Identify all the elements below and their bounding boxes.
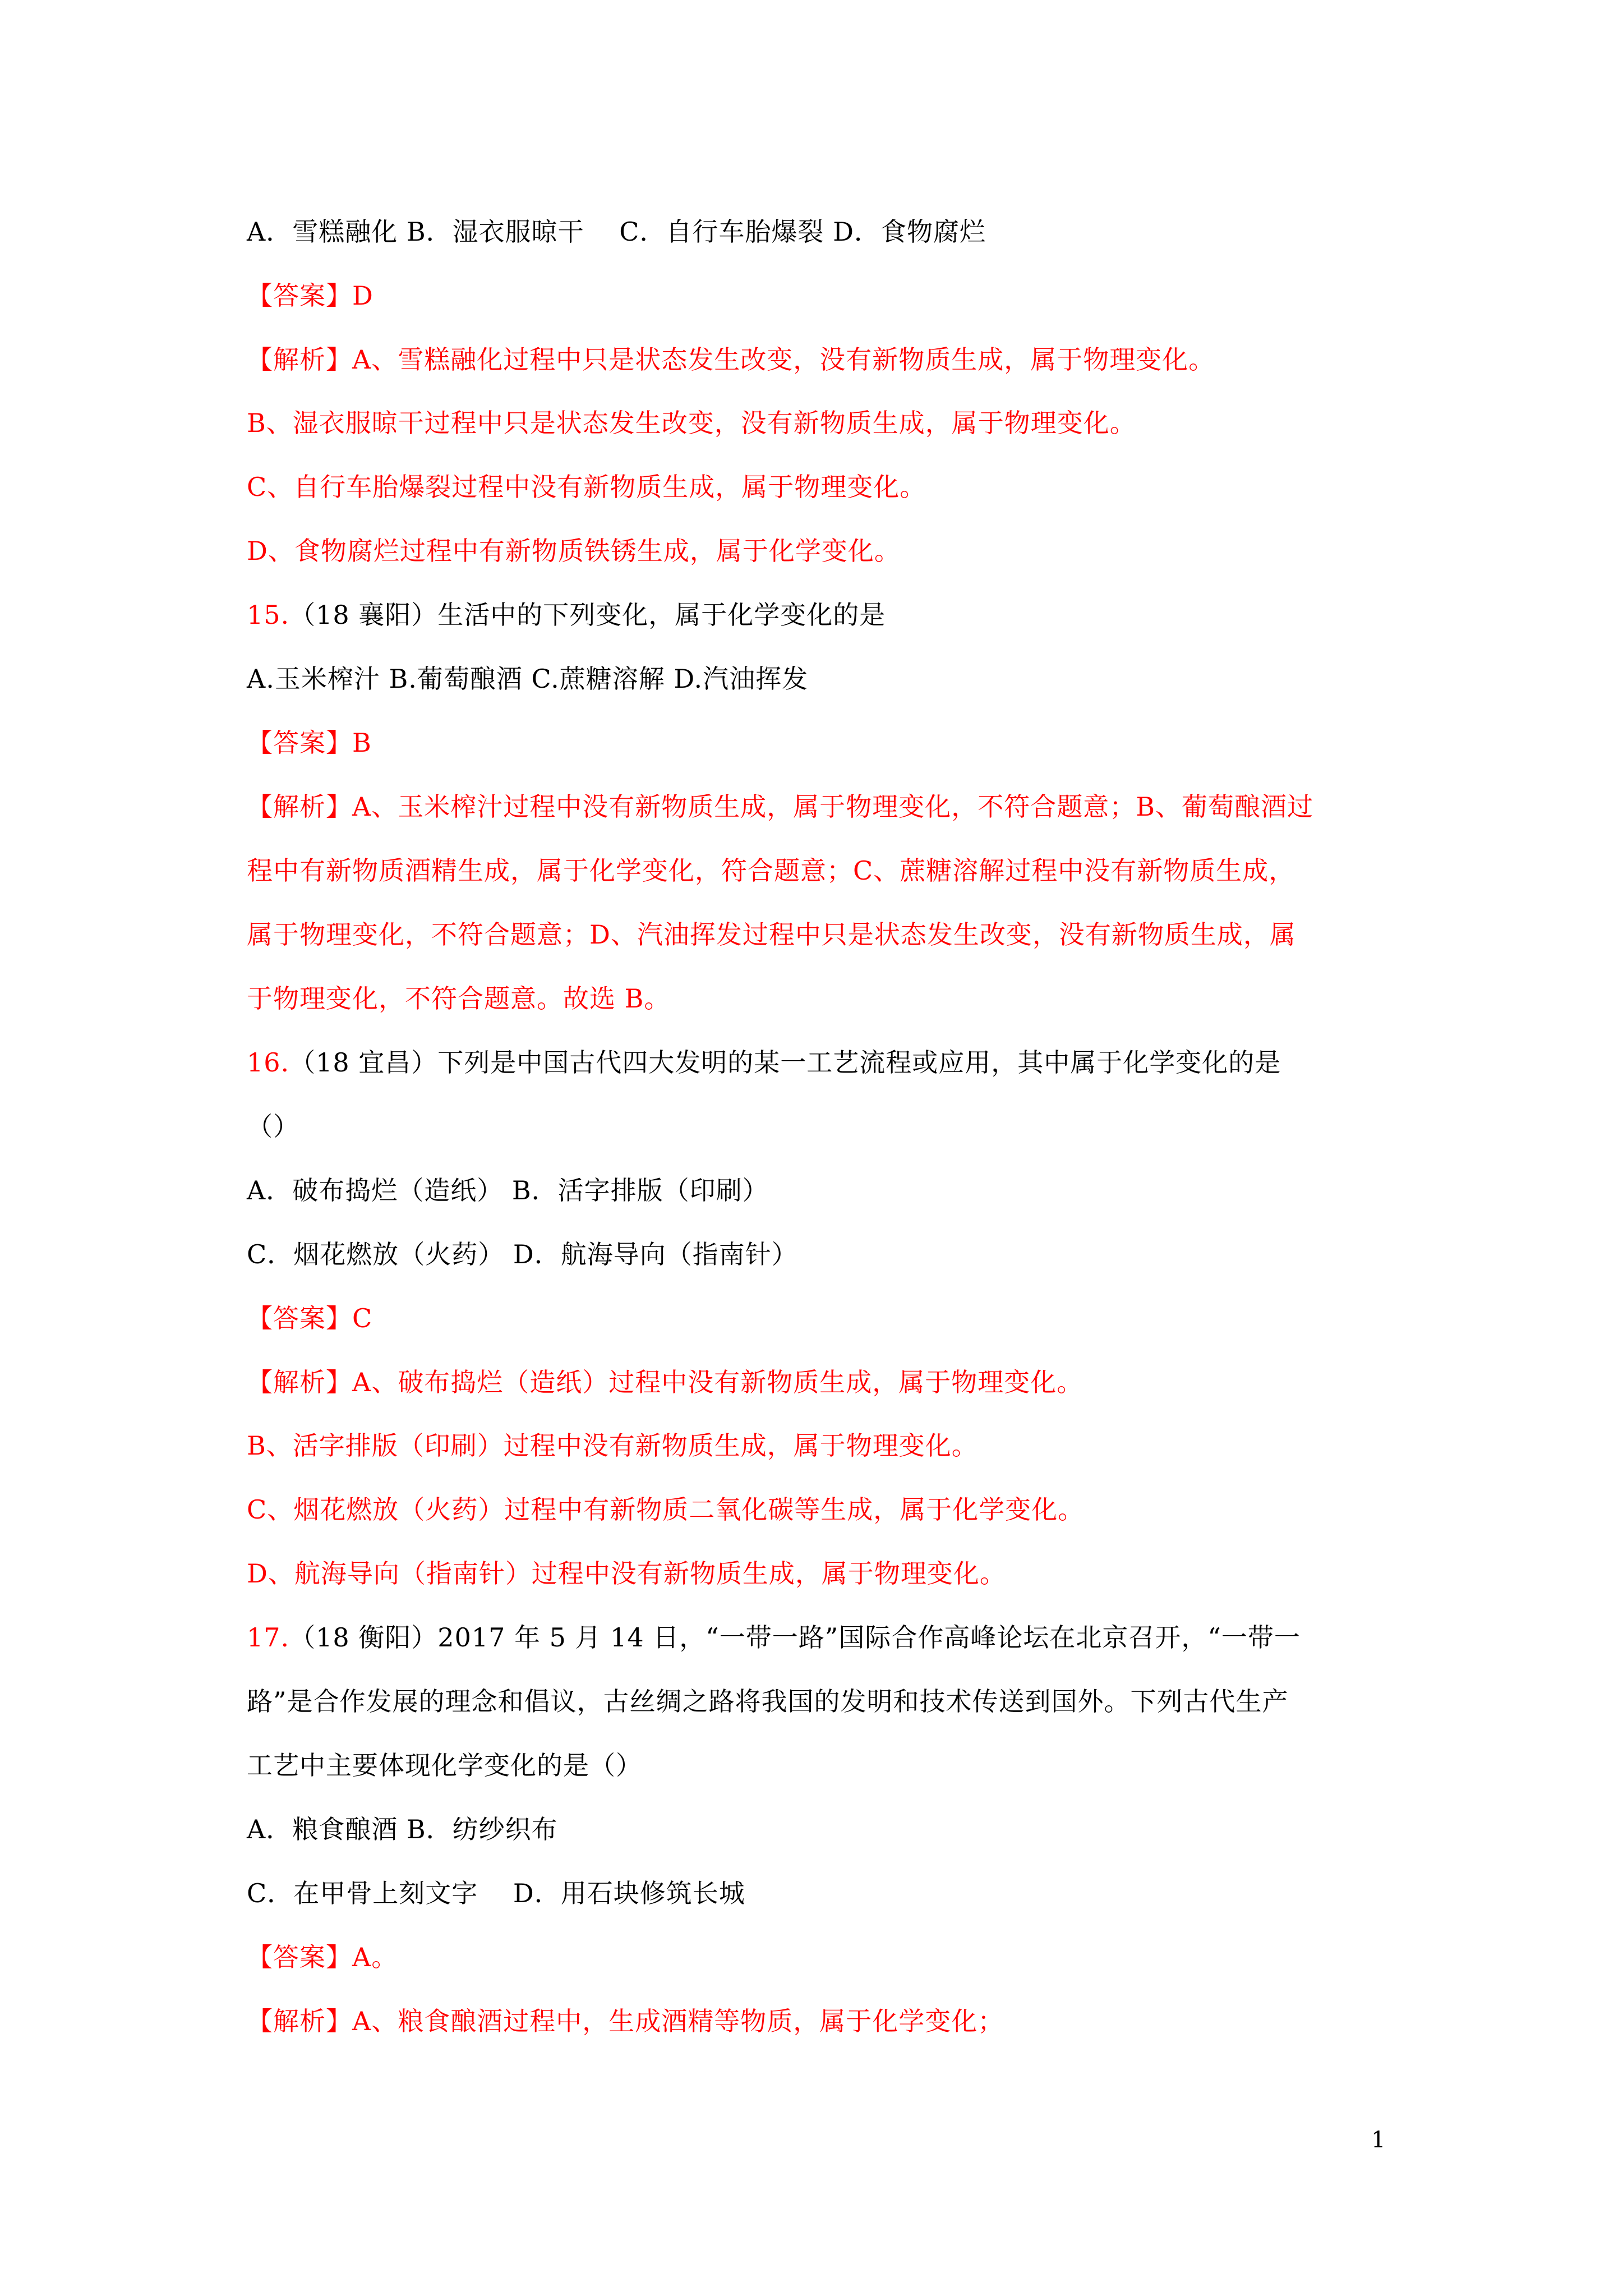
analysis-tag: 【解析】 xyxy=(247,344,352,375)
analysis-tag: 【解析】 xyxy=(247,792,352,822)
q16-stem-continued: （） xyxy=(247,1111,299,1142)
q17-analysis-line xyxy=(247,2004,1391,2038)
q15-analysis-line xyxy=(247,790,1391,823)
q16-options: A．破布捣烂（造纸） B．活字排版（印刷） xyxy=(247,1175,769,1205)
q16-stem xyxy=(247,1046,1391,1079)
q16-options: C．烟花燃放（火药） D．航海导向（指南针） xyxy=(247,1239,798,1269)
answer-tag: 【答案】 xyxy=(247,1942,352,1972)
q15-options: A.玉米榨汁 B.葡萄酿酒 C.蔗糖溶解 D.汽油挥发 xyxy=(247,664,809,694)
q16-analysis-line: B、活字排版（印刷）过程中没有新物质生成，属于物理变化。 xyxy=(247,1430,978,1461)
answer-value: B xyxy=(352,728,372,758)
question-stem: （18 宜昌）下列是中国古代四大发明的某一工艺流程或应用，其中属于化学变化的是 xyxy=(289,1047,1281,1078)
q14-analysis-line: B、湿衣服晾干过程中只是状态发生改变，没有新物质生成，属于物理变化。 xyxy=(247,408,1136,438)
page-number: 1 xyxy=(1371,2127,1386,2153)
q17-options: A．粮食酿酒 B．纺纱织布 xyxy=(247,1814,558,1844)
q16-answer xyxy=(247,1301,1391,1335)
q15-analysis-line: 于物理变化，不符合题意。故选 B。 xyxy=(247,983,671,1014)
answer-value: D xyxy=(352,280,374,311)
q15-answer xyxy=(247,726,1391,760)
analysis-text: A、粮食酿酒过程中，生成酒精等物质，属于化学变化； xyxy=(352,2006,1004,2036)
q17-answer xyxy=(247,1940,1391,1974)
q16-analysis-line: C、烟花燃放（火药）过程中有新物质二氧化碳等生成，属于化学变化。 xyxy=(247,1494,1085,1525)
answer-value: C xyxy=(352,1303,373,1333)
analysis-tag: 【解析】 xyxy=(247,1367,352,1397)
q14-answer xyxy=(247,279,1391,312)
q15-analysis-line: 程中有新物质酒精生成，属于化学变化，符合题意；C、蔗糖溶解过程中没有新物质生成， xyxy=(247,855,1295,886)
q17-stem-continued: 工艺中主要体现化学变化的是（） xyxy=(247,1750,642,1780)
analysis-text: A、破布捣烂（造纸）过程中没有新物质生成，属于物理变化。 xyxy=(352,1367,1083,1397)
analysis-tag: 【解析】 xyxy=(247,2006,352,2036)
q17-stem-continued: 路”是合作发展的理念和倡议，古丝绸之路将我国的发明和技术传送到国外。下列古代生产 xyxy=(247,1686,1289,1717)
question-number: 15. xyxy=(247,600,290,630)
q14-options: A．雪糕融化 B．湿衣服晾干 C．自行车胎爆裂 D．食物腐烂 xyxy=(247,217,986,247)
question-number: 17. xyxy=(247,1622,290,1653)
question-number: 16. xyxy=(247,1047,290,1078)
question-stem: （18 衡阳）2017 年 5 月 14 日，“一带一路”国际合作高峰论坛在北京召开，“一带一 xyxy=(289,1622,1301,1653)
q15-analysis-line: 属于物理变化，不符合题意；D、汽油挥发过程中只是状态发生改变，没有新物质生成，属 xyxy=(247,919,1296,950)
q16-analysis-line xyxy=(247,1365,1391,1399)
q15-stem xyxy=(247,598,1391,632)
answer-tag: 【答案】 xyxy=(247,728,352,758)
question-stem: （18 襄阳）生活中的下列变化，属于化学变化的是 xyxy=(289,600,886,630)
q14-analysis-line xyxy=(247,343,1391,376)
q14-analysis-line: D、食物腐烂过程中有新物质铁锈生成，属于化学变化。 xyxy=(247,536,901,566)
answer-tag: 【答案】 xyxy=(247,1303,352,1333)
q17-stem xyxy=(247,1621,1391,1654)
answer-tag: 【答案】 xyxy=(247,280,352,311)
q16-analysis-line: D、航海导向（指南针）过程中没有新物质生成，属于物理变化。 xyxy=(247,1558,1006,1589)
analysis-text: A、玉米榨汁过程中没有新物质生成，属于物理变化，不符合题意；B、葡萄酿酒过 xyxy=(352,792,1314,822)
q17-options: C．在甲骨上刻文字 D．用石块修筑长城 xyxy=(247,1878,745,1908)
answer-value: A。 xyxy=(352,1942,398,1972)
q14-analysis-line: C、自行车胎爆裂过程中没有新物质生成，属于物理变化。 xyxy=(247,472,926,502)
analysis-text: A、雪糕融化过程中只是状态发生改变，没有新物质生成，属于物理变化。 xyxy=(352,344,1215,375)
